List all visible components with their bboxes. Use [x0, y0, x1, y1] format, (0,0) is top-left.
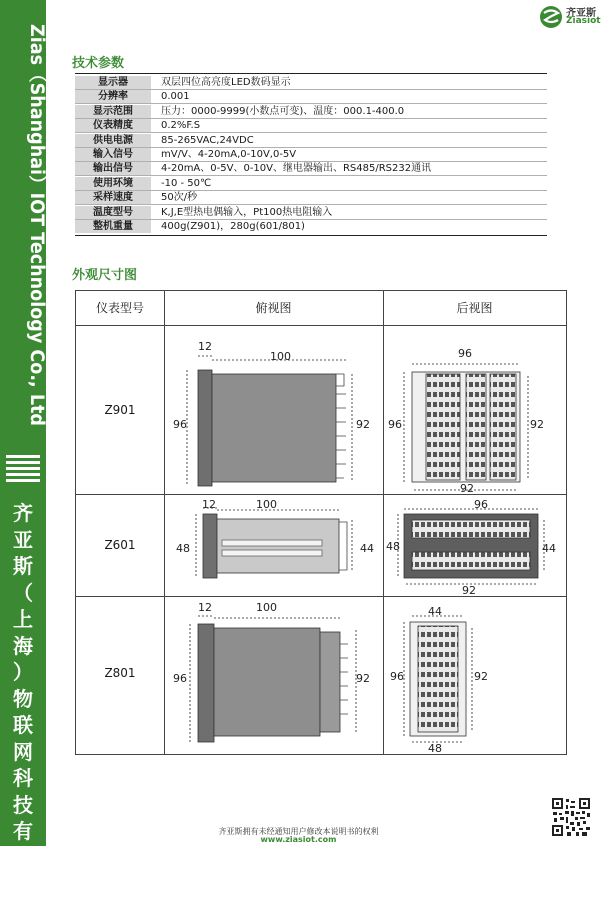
company-name-cn-char: 技: [0, 792, 46, 819]
spec-value: 0.001: [161, 90, 190, 103]
z601-back-92: 92: [462, 584, 476, 597]
z901-back-96h: 96: [388, 418, 402, 431]
header-model: 仪表型号: [76, 291, 164, 325]
spec-label: 分辨率: [75, 90, 151, 103]
model-z901: Z901: [76, 403, 164, 417]
company-name-cn-char: 公: [0, 871, 46, 898]
header-rear-view: 后视图: [383, 291, 566, 325]
company-name-cn-char: 司: [0, 898, 46, 924]
company-name-cn-char: 有: [0, 818, 46, 845]
z901-back-96w: 96: [458, 347, 472, 360]
dimensions-title: 外观尺寸图: [72, 264, 137, 283]
z601-back-96: 96: [474, 498, 488, 511]
spec-label: 采样速度: [75, 191, 151, 204]
spec-label: 供电电源: [75, 134, 151, 147]
z901-back-92r: 92: [530, 418, 544, 431]
company-name-cn-char: 齐: [0, 500, 46, 527]
spec-value: mV/V、4-20mA,0-10V,0-5V: [161, 148, 296, 161]
company-name-cn-char: ）: [0, 659, 46, 686]
company-name-cn-char: 网: [0, 739, 46, 766]
spec-label: 使用环境: [75, 177, 151, 190]
z801-back-44: 44: [428, 605, 442, 618]
logo-name-cn: 齐亚斯: [566, 4, 596, 19]
z601-back-48: 48: [386, 540, 400, 553]
z601-top-100: 100: [256, 498, 277, 511]
spec-value: 85-265VAC,24VDC: [161, 134, 254, 147]
z801-top-96: 96: [173, 672, 187, 685]
spec-value: 400g(Z901)，280g(601/801): [161, 220, 305, 233]
logo-name-en: Ziasiot: [566, 16, 601, 26]
z601-top-12: 12: [202, 498, 216, 511]
spec-value: 0.2%F.S: [161, 119, 200, 132]
spec-label: 显示范围: [75, 105, 151, 118]
z801-top-92: 92: [356, 672, 370, 685]
spec-label: 温度型号: [75, 206, 151, 219]
z901-top-100: 100: [270, 350, 291, 363]
spec-value: K,J,E型热电偶输入，Pt100热电阻输入: [161, 206, 332, 219]
company-name-cn-char: 亚: [0, 527, 46, 554]
footer-notice: 齐亚斯拥有未经通知用户修改本说明书的权利: [0, 826, 597, 837]
z601-back-44: 44: [542, 542, 556, 555]
spec-label: 输入信号: [75, 148, 151, 161]
header-top-view: 俯视图: [164, 291, 383, 325]
company-name-cn-char: 联: [0, 712, 46, 739]
company-name-cn-char: 上: [0, 606, 46, 633]
company-name-cn-char: 限: [0, 845, 46, 872]
z901-top-12: 12: [198, 340, 212, 353]
spec-value: 4-20mA、0-5V、0-10V、继电器输出、RS485/RS232通讯: [161, 162, 431, 175]
z901-top-92: 92: [356, 418, 370, 431]
spec-label: 输出信号: [75, 162, 151, 175]
spec-value: 压力：0000-9999(小数点可变)、温度：000.1-400.0: [161, 105, 404, 118]
z801-back-48: 48: [428, 742, 442, 755]
z801-top-12: 12: [198, 601, 212, 614]
company-name-cn-char: 斯: [0, 553, 46, 580]
footer-website[interactable]: www.ziasiot.com: [0, 835, 597, 844]
company-name-cn-char: 物: [0, 686, 46, 713]
model-z801: Z801: [76, 666, 164, 680]
z901-top-96: 96: [173, 418, 187, 431]
z801-back-96: 96: [390, 670, 404, 683]
company-name-en-text: Zias（Shanghai）IOT Technology Co., Ltd: [26, 24, 47, 426]
company-name-cn-char: 科: [0, 765, 46, 792]
spec-label: 整机重量: [75, 220, 151, 233]
company-name-cn-char: （: [0, 580, 46, 607]
z801-top-100: 100: [256, 601, 277, 614]
z601-top-44: 44: [360, 542, 374, 555]
spec-label: 仪表精度: [75, 119, 151, 132]
z601-top-48: 48: [176, 542, 190, 555]
z901-back-92b: 92: [460, 482, 474, 495]
z801-back-92: 92: [474, 670, 488, 683]
specs-title: 技术参数: [72, 52, 124, 71]
spec-value: -10 - 50℃: [161, 177, 211, 190]
model-z601: Z601: [76, 538, 164, 552]
spec-value: 双层四位高亮度LED数码显示: [161, 76, 291, 89]
spec-label: 显示器: [75, 76, 151, 89]
company-name-cn-char: 海: [0, 633, 46, 660]
spec-value: 50次/秒: [161, 191, 197, 204]
